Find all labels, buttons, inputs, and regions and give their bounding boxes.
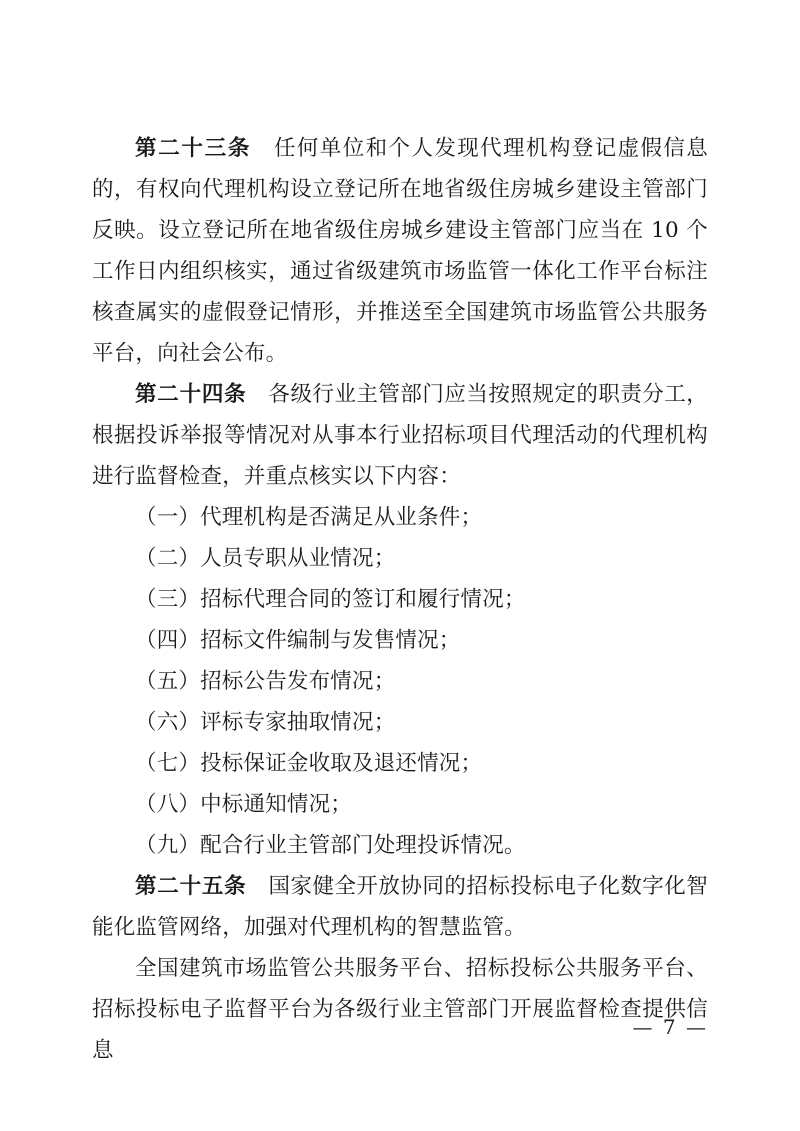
article-paragraph-24 — [92, 374, 708, 497]
list-item: （九）配合行业主管部门处理投诉情况。 — [135, 833, 526, 858]
article-spacer — [251, 136, 274, 161]
list-item: （八）中标通知情况； — [135, 792, 353, 817]
list-item: （二）人员专职从业情况； — [135, 546, 396, 571]
article-spacer — [246, 382, 268, 407]
article-text-23: 任何单位和个人发现代理机构登记虚假信息的，有权向代理机构设立登记所在地省级住房城乡建设主管部门反映。设立登记所在地省级住房城乡建设主管部门应当在 10 个工作日内组织核实，通过省级建筑市场监管一体化工作平台标注核查属实的虚假登记情形，并推送至全国建筑市场监管公共服务平台，向社会公布。 — [92, 136, 708, 366]
article-text-25: 国家健全开放协同的招标投标电子化数字化智能化监管网络，加强对代理机构的智慧监管。 — [92, 874, 708, 940]
list-item: （五）招标公告发布情况； — [135, 669, 396, 694]
article-label-24: 第二十四条 — [135, 382, 247, 407]
article-spacer — [246, 874, 268, 899]
article-text-24: 各级行业主管部门应当按照规定的职责分工，根据投诉举报等情况对从事本行业招标项目代理活动的代理机构进行监督检查，并重点核实以下内容： — [92, 382, 708, 489]
document-body — [92, 128, 708, 1071]
list-item: （六）评标专家抽取情况； — [135, 710, 396, 735]
list-item: （三）招标代理合同的签订和履行情况； — [135, 587, 526, 612]
page-number: — 7 — — [632, 1015, 708, 1039]
article-paragraph-23 — [92, 128, 708, 374]
article-label-23: 第二十三条 — [135, 136, 252, 161]
list-item: （七）投标保证金收取及退还情况； — [135, 751, 483, 776]
list-item: （四）招标文件编制与发售情况； — [135, 628, 461, 653]
body-paragraph: 全国建筑市场监管公共服务平台、招标投标公共服务平台、招标投标电子监督平台为各级行业主管部门开展监督检查提供信息 — [92, 956, 708, 1063]
article-paragraph-25 — [92, 866, 708, 948]
list-item: （一）代理机构是否满足从业条件； — [135, 505, 483, 530]
article-label-25: 第二十五条 — [135, 874, 247, 899]
